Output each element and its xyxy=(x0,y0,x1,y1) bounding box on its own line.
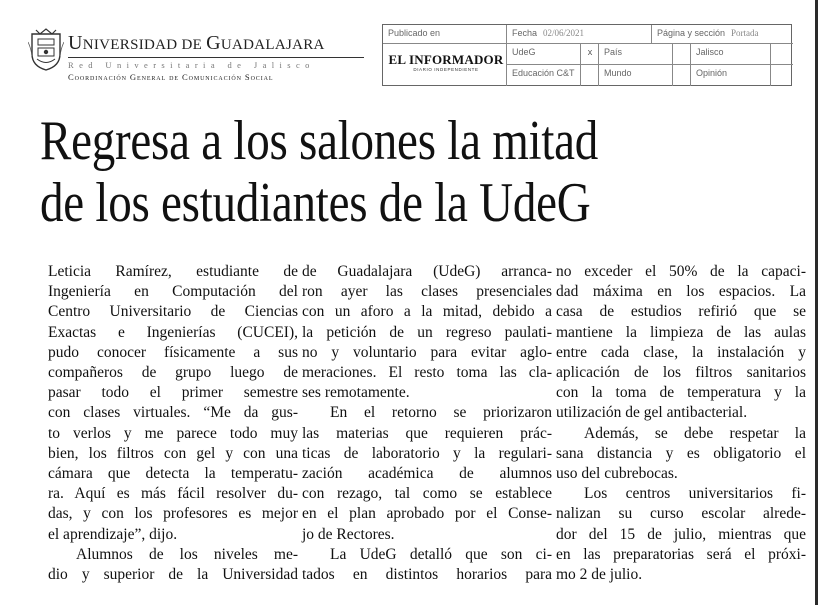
article-line: to verlos y me parece todo muy xyxy=(48,424,298,442)
date-label: Fecha xyxy=(512,28,538,38)
section-educacion-mark xyxy=(581,65,599,86)
article-line: das, y con los profesores es mejor xyxy=(48,505,298,523)
article-line: en el plan aprobado por el Conse- xyxy=(302,505,552,523)
article-line: dio y superior de la Universidad xyxy=(48,566,298,584)
article-line: La UdeG detalló que son ci- xyxy=(330,545,552,563)
udeg-crest-logo xyxy=(28,28,64,72)
article-line: casa de estudios refirió que se xyxy=(556,303,806,321)
article-line: tados en distintos horarios para xyxy=(302,566,552,584)
article-line: bien, los filtros con gel y con una xyxy=(48,444,298,462)
article-line: dad máxima en los espacios. La xyxy=(556,283,806,301)
newspaper-name: EL INFORMADOR xyxy=(388,52,504,67)
article-line: aplicación de los filtros sanitarios xyxy=(556,364,806,382)
article-headline xyxy=(40,110,800,234)
article-line: uso del cubrebocas. xyxy=(556,465,678,483)
article-line: ron ayer las clases presenciales xyxy=(302,283,552,301)
article-line: no exceder el 50% de la capaci- xyxy=(556,263,806,280)
headline-line-1: Regresa a los salones la mitad xyxy=(40,110,599,172)
article-line: dor del 15 de julio, mientras que xyxy=(556,525,806,543)
article-line: pudo conocer físicamente a sus xyxy=(48,343,298,361)
article-line: de Guadalajara (UdeG) arranca- xyxy=(302,263,552,280)
article-line: nalizan su curso escolar alrede- xyxy=(556,505,806,523)
article-line: el aprendizaje”, dijo. xyxy=(48,525,178,543)
article-line: Centro Universitario de Ciencias xyxy=(48,303,298,321)
page-cell xyxy=(652,25,793,44)
publication-info-table xyxy=(382,24,792,86)
article-line: con un aforo a la mitad, debido a xyxy=(302,303,552,321)
article-line: zación académica de alumnos xyxy=(302,465,552,483)
header-rule xyxy=(68,57,364,58)
coordination-name: Coordinación General de Comunicación Social xyxy=(68,72,274,82)
section-opinion-mark xyxy=(771,65,793,86)
article-line: mantiene la limpieza de las aulas xyxy=(556,323,806,341)
section-pais-mark xyxy=(673,44,691,65)
article-line: Alumnos de los niveles me- xyxy=(76,545,298,563)
article-line: ses remotamente. xyxy=(302,384,410,402)
article-line: con clases virtuales. “Me da gus- xyxy=(48,404,298,422)
article-line: Leticia Ramírez, estudiante de xyxy=(48,263,298,280)
headline-line-2: de los estudiantes de la UdeG xyxy=(40,172,591,234)
article-line: en las preparatorias será el próxi- xyxy=(556,545,806,563)
article-line: cámara que detecta la temperatu- xyxy=(48,465,298,483)
published-label: Publicado en xyxy=(383,25,507,44)
newspaper-tagline: DIARIO INDEPENDIENTE xyxy=(413,67,479,72)
article-line: no y voluntario para evitar aglo- xyxy=(302,343,552,361)
university-name: UNIVERSIDAD DE GUADALAJARA xyxy=(68,32,325,54)
article-line: mo 2 de julio. xyxy=(556,566,643,584)
article-line: En el retorno se priorizaron xyxy=(330,404,552,422)
newspaper-logo xyxy=(387,53,505,73)
section-pais: País xyxy=(599,44,673,65)
article-line: Ingeniería en Computación del xyxy=(48,283,298,301)
article-line: Los centros universitarios fi- xyxy=(584,485,806,503)
article-line: las materias que requieren prác- xyxy=(302,424,552,442)
date-value: 02/06/2021 xyxy=(543,28,585,38)
section-educacion: Educación C&T xyxy=(507,65,581,86)
network-name: Red Universitaria de Jalisco xyxy=(68,60,315,70)
article-column-2 xyxy=(302,262,552,585)
section-mundo-mark xyxy=(673,65,691,86)
article-line: la petición de un regreso paulati- xyxy=(302,323,552,341)
article-line: ticas de laboratorio y la regulari- xyxy=(302,444,552,462)
university-header xyxy=(68,32,368,83)
section-jalisco: Jalisco xyxy=(691,44,771,65)
article-line: con la toma de temperatura y la xyxy=(556,384,806,402)
section-opinion: Opinión xyxy=(691,65,771,86)
article-line: meraciones. El resto toma las cla- xyxy=(302,364,552,382)
section-jalisco-mark xyxy=(771,44,793,65)
article-line: con rezago, tal como se establece xyxy=(302,485,552,503)
article-line: sana distancia y es obligatorio el xyxy=(556,444,806,462)
article-column-3 xyxy=(556,262,806,585)
article-line: entre cada clase, la instalación y xyxy=(556,343,806,361)
article-line: compañeros de grupo luego de xyxy=(48,364,298,382)
article-column-1 xyxy=(48,262,298,585)
article-line: ra. Aquí es más fácil resolver du- xyxy=(48,485,298,503)
page-label: Página y sección xyxy=(657,28,726,38)
article-line: jo de Rectores. xyxy=(302,525,395,543)
page-value: Portada xyxy=(731,28,759,38)
date-cell xyxy=(507,25,652,44)
section-udeg-mark: x xyxy=(581,44,599,65)
article-line: Además, se debe respetar la xyxy=(584,424,806,442)
section-udeg: UdeG xyxy=(507,44,581,65)
article-line: Exactas e Ingenierías (CUCEI), xyxy=(48,323,298,341)
article-line: pasar todo el primer semestre xyxy=(48,384,298,402)
article-line: utilización de gel antibacterial. xyxy=(556,404,748,422)
section-mundo: Mundo xyxy=(599,65,673,86)
